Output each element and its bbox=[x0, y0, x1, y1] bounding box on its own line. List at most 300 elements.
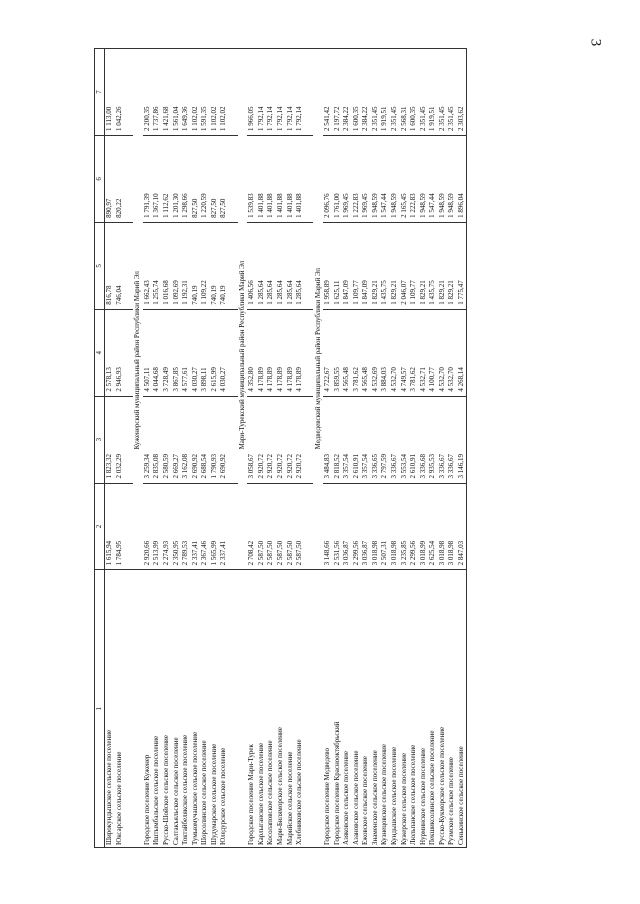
table-row bbox=[390, 49, 400, 848]
value-cell: 1 285,64 bbox=[266, 222, 276, 309]
value-cell: 3 336,67 bbox=[447, 396, 457, 483]
spacer-cell bbox=[124, 49, 133, 136]
table-row bbox=[323, 49, 333, 848]
value-cell: 2 708,42 bbox=[247, 483, 257, 570]
spacer-cell bbox=[229, 396, 238, 483]
value-cell: 2 568,31 bbox=[399, 49, 409, 136]
value-cell: 1 255,74 bbox=[152, 222, 162, 309]
settlement-name: Иштымбальское сельское поселение bbox=[152, 570, 162, 848]
spacer-cell bbox=[304, 570, 313, 848]
value-cell: 2 507,31 bbox=[380, 483, 390, 570]
section-title: Куженерский муниципальный район Республики Марий Эл bbox=[133, 49, 143, 570]
value-cell: 4 352,80 bbox=[247, 309, 257, 396]
spacer-cell bbox=[229, 222, 238, 309]
spacer-cell bbox=[124, 396, 133, 483]
value-cell: 1 829,21 bbox=[390, 222, 400, 309]
spacer-cell bbox=[304, 309, 313, 396]
settlement-name: Нурминское сельское поселение bbox=[418, 570, 428, 848]
value-cell: 2 165,45 bbox=[399, 135, 409, 222]
table-row bbox=[247, 49, 257, 848]
value-cell: 1 421,68 bbox=[162, 49, 172, 136]
value-cell: 4 532,70 bbox=[447, 309, 457, 396]
value-cell: 1 615,94 bbox=[105, 483, 115, 570]
value-cell: 4 577,61 bbox=[181, 309, 191, 396]
header-row bbox=[95, 49, 105, 848]
table-row bbox=[143, 49, 153, 848]
value-cell: 4 507,11 bbox=[143, 309, 153, 396]
section-spacer bbox=[313, 570, 323, 848]
settlement-name: Тумьюмучашское сельское поселение bbox=[190, 570, 200, 848]
value-cell: 3 036,87 bbox=[342, 483, 352, 570]
value-cell: 1 948,59 bbox=[438, 135, 448, 222]
value-cell: 4 044,68 bbox=[152, 309, 162, 396]
value-cell: 2 688,54 bbox=[200, 396, 210, 483]
value-cell: 1 401,88 bbox=[295, 135, 305, 222]
spacer-cell bbox=[229, 135, 238, 222]
value-cell: 4 178,89 bbox=[295, 309, 305, 396]
spacer-cell bbox=[124, 135, 133, 222]
value-cell: 3 867,85 bbox=[171, 309, 181, 396]
value-cell: 1 401,88 bbox=[257, 135, 267, 222]
settlement-name: Мари-Биляморское сельское поселение bbox=[276, 570, 286, 848]
value-cell: 1 649,36 bbox=[181, 49, 191, 136]
spacer-cell bbox=[304, 396, 313, 483]
table-row bbox=[438, 49, 448, 848]
value-cell: 2 946,93 bbox=[115, 309, 125, 396]
value-cell: 2 351,45 bbox=[371, 49, 381, 136]
settlement-name: Азановское сельское поселение bbox=[352, 570, 362, 848]
settlement-name: Знаменское сельское поселение bbox=[371, 570, 381, 848]
value-cell: 1 285,64 bbox=[257, 222, 267, 309]
value-cell: 3 058,67 bbox=[247, 396, 257, 483]
value-cell: 2 920,72 bbox=[257, 396, 267, 483]
settlement-name: Карлыганское сельское поселение bbox=[257, 570, 267, 848]
column-header: 3 bbox=[95, 396, 105, 483]
value-cell: 3 357,54 bbox=[342, 396, 352, 483]
value-cell: 3 884,03 bbox=[380, 309, 390, 396]
value-cell: 2 920,72 bbox=[276, 396, 286, 483]
value-cell: 2 384,22 bbox=[342, 49, 352, 136]
settlement-name: Шудумарское сельское поселение bbox=[209, 570, 219, 848]
value-cell: 1 662,43 bbox=[143, 222, 153, 309]
table-row bbox=[447, 49, 457, 848]
value-cell: 3 148,66 bbox=[323, 483, 333, 570]
value-cell: 740,19 bbox=[209, 222, 219, 309]
settlement-name: Юксарское сельское поселение bbox=[115, 570, 125, 848]
table-row bbox=[380, 49, 390, 848]
table-row bbox=[190, 49, 200, 848]
spacer-cell bbox=[124, 483, 133, 570]
settlement-name: Токтайбелякское сельское поселение bbox=[181, 570, 191, 848]
value-cell: 1 109,77 bbox=[352, 222, 362, 309]
table-row bbox=[171, 49, 181, 848]
spacer-row bbox=[124, 49, 133, 848]
value-cell: 3 018,98 bbox=[371, 483, 381, 570]
value-cell: 1 109,77 bbox=[409, 222, 419, 309]
value-cell: 2 351,45 bbox=[390, 49, 400, 136]
settlement-name: Кундышское сельское поселение bbox=[390, 570, 400, 848]
value-cell: 2 351,45 bbox=[438, 49, 448, 136]
value-cell: 2 367,46 bbox=[200, 483, 210, 570]
spacer-cell bbox=[229, 570, 238, 848]
value-cell: 3 898,11 bbox=[200, 309, 210, 396]
value-cell: 1 737,86 bbox=[152, 49, 162, 136]
value-cell: 3 259,34 bbox=[143, 396, 153, 483]
value-cell: 4 178,89 bbox=[266, 309, 276, 396]
value-cell: 2 197,72 bbox=[332, 49, 342, 136]
value-cell: 1 792,14 bbox=[276, 49, 286, 136]
value-cell: 2 032,29 bbox=[115, 396, 125, 483]
value-cell: 1 547,44 bbox=[380, 135, 390, 222]
table-row bbox=[295, 49, 305, 848]
column-header: 1 bbox=[95, 570, 105, 848]
value-cell: 2 580,59 bbox=[162, 396, 172, 483]
value-cell: 1 896,04 bbox=[457, 135, 467, 222]
value-cell: 1 042,26 bbox=[115, 49, 125, 136]
value-cell: 2 587,50 bbox=[257, 483, 267, 570]
value-cell: 2 299,56 bbox=[409, 483, 419, 570]
value-cell: 3 162,08 bbox=[181, 396, 191, 483]
value-cell: 1 109,22 bbox=[200, 222, 210, 309]
table-row bbox=[409, 49, 419, 848]
table-row bbox=[105, 49, 115, 848]
value-cell: 3 781,62 bbox=[352, 309, 362, 396]
column-header: 4 bbox=[95, 309, 105, 396]
spacer-cell bbox=[304, 222, 313, 309]
settlement-name: Хлебниковское сельское поселение bbox=[295, 570, 305, 848]
value-cell: 3 018,99 bbox=[418, 483, 428, 570]
value-cell: 1 539,83 bbox=[247, 135, 257, 222]
spacer-row bbox=[304, 49, 313, 848]
settlement-name: Сенькинское сельское поселение bbox=[457, 570, 467, 848]
value-cell: 1 829,21 bbox=[447, 222, 457, 309]
value-cell: 4 749,57 bbox=[399, 309, 409, 396]
table-row bbox=[162, 49, 172, 848]
value-cell: 3 146,19 bbox=[457, 396, 467, 483]
value-cell: 2 350,95 bbox=[171, 483, 181, 570]
value-cell: 1 547,44 bbox=[428, 135, 438, 222]
table-row bbox=[276, 49, 286, 848]
value-cell: 1 948,59 bbox=[390, 135, 400, 222]
table-row bbox=[219, 49, 229, 848]
value-cell: 3 484,83 bbox=[323, 396, 333, 483]
table-row bbox=[200, 49, 210, 848]
value-cell: 3 781,62 bbox=[409, 309, 419, 396]
settlement-name: Пекшиксолинское сельское поселение bbox=[428, 570, 438, 848]
value-cell: 1 966,05 bbox=[247, 49, 257, 136]
value-cell: 2 797,59 bbox=[380, 396, 390, 483]
table-row bbox=[342, 49, 352, 848]
table-row bbox=[371, 49, 381, 848]
value-cell: 2 531,56 bbox=[332, 483, 342, 570]
value-cell: 1 600,35 bbox=[409, 49, 419, 136]
rotated-table-container bbox=[94, 48, 609, 848]
value-cell: 2 541,42 bbox=[323, 49, 333, 136]
value-cell: 3 018,98 bbox=[447, 483, 457, 570]
value-cell: 1 192,31 bbox=[181, 222, 191, 309]
value-cell: 1 775,47 bbox=[457, 222, 467, 309]
section-title: Мари-Турекский муниципальный район Республики Марий Эл bbox=[238, 49, 248, 570]
value-cell: 4 030,27 bbox=[190, 309, 200, 396]
table-row bbox=[152, 49, 162, 848]
value-cell: 3 018,98 bbox=[438, 483, 448, 570]
value-cell: 746,04 bbox=[115, 222, 125, 309]
settlement-name: Русско-Кукморское сельское поселение bbox=[438, 570, 448, 848]
value-cell: 1 792,14 bbox=[285, 49, 295, 136]
value-cell: 1 222,83 bbox=[409, 135, 419, 222]
spacer-cell bbox=[229, 49, 238, 136]
value-cell: 1 792,14 bbox=[266, 49, 276, 136]
value-cell: 2 274,93 bbox=[162, 483, 172, 570]
value-cell: 4 178,89 bbox=[285, 309, 295, 396]
value-cell: 1 102,02 bbox=[209, 49, 219, 136]
value-cell: 827,50 bbox=[209, 135, 219, 222]
value-cell: 3 357,54 bbox=[361, 396, 371, 483]
value-cell: 2 587,50 bbox=[295, 483, 305, 570]
settlement-name: Городское поселение Медведево bbox=[323, 570, 333, 848]
settlement-name: Руэмское сельское поселение bbox=[447, 570, 457, 848]
value-cell: 1 791,39 bbox=[143, 135, 153, 222]
tariff-table bbox=[94, 48, 467, 848]
value-cell: 1 829,21 bbox=[438, 222, 448, 309]
value-cell: 2 669,27 bbox=[171, 396, 181, 483]
value-cell: 1 102,02 bbox=[219, 49, 229, 136]
settlement-name: Ежовское сельское поселение bbox=[361, 570, 371, 848]
value-cell: 3 336,65 bbox=[371, 396, 381, 483]
value-cell: 2 587,50 bbox=[276, 483, 286, 570]
spacer-cell bbox=[124, 222, 133, 309]
spacer-row bbox=[229, 49, 238, 848]
value-cell: 2 789,53 bbox=[181, 483, 191, 570]
section-row bbox=[238, 49, 248, 848]
settlement-name: Городское поселение Куженер bbox=[143, 570, 153, 848]
value-cell: 1 958,89 bbox=[323, 222, 333, 309]
table-row bbox=[257, 49, 267, 848]
value-cell: 2 096,76 bbox=[323, 135, 333, 222]
value-cell: 1 406,56 bbox=[247, 222, 257, 309]
value-cell: 1 201,30 bbox=[171, 135, 181, 222]
value-cell: 740,19 bbox=[190, 222, 200, 309]
value-cell: 1 367,10 bbox=[152, 135, 162, 222]
settlement-name: Косолаповское сельское поселение bbox=[266, 570, 276, 848]
value-cell: 1 969,45 bbox=[342, 135, 352, 222]
value-cell: 2 920,72 bbox=[266, 396, 276, 483]
value-cell: 3 336,68 bbox=[418, 396, 428, 483]
value-cell: 2 920,72 bbox=[295, 396, 305, 483]
settlement-name: Русско-Шойское сельское поселение bbox=[162, 570, 172, 848]
spacer-cell bbox=[124, 309, 133, 396]
value-cell: 1 969,45 bbox=[361, 135, 371, 222]
spacer-cell bbox=[304, 483, 313, 570]
value-cell: 1 847,09 bbox=[342, 222, 352, 309]
section-title: Медведевский муниципальный район Республики Марий Эл bbox=[313, 49, 323, 570]
value-cell: 2 351,45 bbox=[447, 49, 457, 136]
value-cell: 4 532,71 bbox=[418, 309, 428, 396]
column-header: 6 bbox=[95, 135, 105, 222]
value-cell: 4 268,14 bbox=[457, 309, 467, 396]
page-number: 3 bbox=[586, 38, 603, 47]
column-header: 2 bbox=[95, 483, 105, 570]
table-row bbox=[115, 49, 125, 848]
value-cell: 1 298,66 bbox=[181, 135, 191, 222]
value-cell: 2 200,35 bbox=[143, 49, 153, 136]
value-cell: 3 728,49 bbox=[162, 309, 172, 396]
value-cell: 4 722,67 bbox=[323, 309, 333, 396]
value-cell: 820,22 bbox=[115, 135, 125, 222]
value-cell: 3 018,98 bbox=[390, 483, 400, 570]
value-cell: 3 336,67 bbox=[390, 396, 400, 483]
value-cell: 2 690,92 bbox=[219, 396, 229, 483]
value-cell: 2 920,66 bbox=[143, 483, 153, 570]
value-cell: 4 565,48 bbox=[342, 309, 352, 396]
value-cell: 1 784,95 bbox=[115, 483, 125, 570]
settlement-name: Марийское сельское поселение bbox=[285, 570, 295, 848]
value-cell: 890,97 bbox=[105, 135, 115, 222]
value-cell: 2 587,50 bbox=[266, 483, 276, 570]
table-row bbox=[266, 49, 276, 848]
value-cell: 1 761,00 bbox=[332, 135, 342, 222]
value-cell: 1 823,32 bbox=[105, 396, 115, 483]
value-cell: 1 561,04 bbox=[171, 49, 181, 136]
settlement-name: Кужерское сельское поселение bbox=[399, 570, 409, 848]
spacer-cell bbox=[304, 135, 313, 222]
value-cell: 2 046,07 bbox=[399, 222, 409, 309]
value-cell: 1 591,35 bbox=[200, 49, 210, 136]
value-cell: 2 610,91 bbox=[352, 396, 362, 483]
table-body bbox=[105, 49, 467, 848]
value-cell: 1 092,69 bbox=[171, 222, 181, 309]
table-row bbox=[285, 49, 295, 848]
settlement-name: Городское поселение Мари-Турек bbox=[247, 570, 257, 848]
value-cell: 1 847,09 bbox=[361, 222, 371, 309]
value-cell: 4 532,69 bbox=[371, 309, 381, 396]
value-cell: 2 337,41 bbox=[219, 483, 229, 570]
value-cell: 3 235,85 bbox=[399, 483, 409, 570]
value-cell: 1 435,75 bbox=[380, 222, 390, 309]
value-cell: 4 532,70 bbox=[438, 309, 448, 396]
value-cell: 4 178,89 bbox=[257, 309, 267, 396]
value-cell: 1 285,64 bbox=[276, 222, 286, 309]
value-cell: 1 792,14 bbox=[295, 49, 305, 136]
value-cell: 3 553,54 bbox=[399, 396, 409, 483]
value-cell: 1 790,93 bbox=[209, 396, 219, 483]
settlement-name: Люльпанское сельское поселение bbox=[409, 570, 419, 848]
spacer-cell bbox=[229, 309, 238, 396]
value-cell: 1 948,59 bbox=[447, 135, 457, 222]
value-cell: 2 578,13 bbox=[105, 309, 115, 396]
value-cell: 1 113,00 bbox=[105, 49, 115, 136]
value-cell: 4 030,27 bbox=[219, 309, 229, 396]
value-cell: 4 532,70 bbox=[390, 309, 400, 396]
value-cell: 2 920,72 bbox=[285, 396, 295, 483]
value-cell: 3 336,67 bbox=[438, 396, 448, 483]
value-cell: 2 513,99 bbox=[152, 483, 162, 570]
spacer-cell bbox=[229, 483, 238, 570]
value-cell: 1 919,51 bbox=[380, 49, 390, 136]
value-cell: 816,78 bbox=[105, 222, 115, 309]
value-cell: 1 401,88 bbox=[276, 135, 286, 222]
value-cell: 1 919,51 bbox=[428, 49, 438, 136]
value-cell: 2 615,99 bbox=[209, 309, 219, 396]
value-cell: 3 859,55 bbox=[332, 309, 342, 396]
table-row bbox=[457, 49, 467, 848]
table-row bbox=[428, 49, 438, 848]
spacer-cell bbox=[124, 570, 133, 848]
value-cell: 827,50 bbox=[190, 135, 200, 222]
value-cell: 2 337,41 bbox=[190, 483, 200, 570]
value-cell: 1 401,88 bbox=[266, 135, 276, 222]
value-cell: 1 948,59 bbox=[371, 135, 381, 222]
value-cell: 1 016,68 bbox=[162, 222, 172, 309]
table-row bbox=[361, 49, 371, 848]
value-cell: 1 565,99 bbox=[209, 483, 219, 570]
settlement-name: Шорсолинское сельское поселение bbox=[200, 570, 210, 848]
spacer-cell bbox=[304, 49, 313, 136]
value-cell: 2 818,52 bbox=[332, 396, 342, 483]
value-cell: 1 600,35 bbox=[352, 49, 362, 136]
value-cell: 2 384,22 bbox=[361, 49, 371, 136]
value-cell: 827,50 bbox=[219, 135, 229, 222]
settlement-name: Кузнецовское сельское поселение bbox=[380, 570, 390, 848]
value-cell: 2 587,50 bbox=[285, 483, 295, 570]
section-spacer bbox=[133, 570, 143, 848]
value-cell: 1 401,88 bbox=[285, 135, 295, 222]
table-row bbox=[181, 49, 191, 848]
settlement-name: Салтакъяльское сельское поселение bbox=[171, 570, 181, 848]
value-cell: 2 625,54 bbox=[428, 483, 438, 570]
value-cell: 1 220,59 bbox=[200, 135, 210, 222]
section-row bbox=[313, 49, 323, 848]
value-cell: 1 625,11 bbox=[332, 222, 342, 309]
section-spacer bbox=[238, 570, 248, 848]
settlement-name: Широкундышское сельское поселение bbox=[105, 570, 115, 848]
value-cell: 1 435,75 bbox=[428, 222, 438, 309]
table-row bbox=[418, 49, 428, 848]
value-cell: 1 792,14 bbox=[257, 49, 267, 136]
value-cell: 2 690,92 bbox=[190, 396, 200, 483]
value-cell: 4 100,77 bbox=[428, 309, 438, 396]
value-cell: 2 935,53 bbox=[428, 396, 438, 483]
value-cell: 1 285,64 bbox=[295, 222, 305, 309]
table-row bbox=[332, 49, 342, 848]
value-cell: 1 102,02 bbox=[190, 49, 200, 136]
section-row bbox=[133, 49, 143, 848]
value-cell: 1 948,59 bbox=[418, 135, 428, 222]
table-row bbox=[209, 49, 219, 848]
value-cell: 2 299,56 bbox=[352, 483, 362, 570]
value-cell: 4 565,48 bbox=[361, 309, 371, 396]
settlement-name: Городское поселение Краснооктябрьский bbox=[332, 570, 342, 848]
value-cell: 2 351,45 bbox=[418, 49, 428, 136]
value-cell: 1 829,21 bbox=[418, 222, 428, 309]
value-cell: 2 835,08 bbox=[152, 396, 162, 483]
table-row bbox=[399, 49, 409, 848]
value-cell: 1 285,64 bbox=[285, 222, 295, 309]
value-cell: 2 610,91 bbox=[409, 396, 419, 483]
value-cell: 740,19 bbox=[219, 222, 229, 309]
value-cell: 2 303,62 bbox=[457, 49, 467, 136]
settlement-name: Азяковское сельское поселение bbox=[342, 570, 352, 848]
column-header: 5 bbox=[95, 222, 105, 309]
column-header: 7 bbox=[95, 49, 105, 136]
value-cell: 4 178,89 bbox=[276, 309, 286, 396]
value-cell: 1 112,62 bbox=[162, 135, 172, 222]
value-cell: 3 036,87 bbox=[361, 483, 371, 570]
value-cell: 1 222,83 bbox=[352, 135, 362, 222]
value-cell: 2 847,03 bbox=[457, 483, 467, 570]
value-cell: 1 829,21 bbox=[371, 222, 381, 309]
settlement-name: Юледурское сельское поселение bbox=[219, 570, 229, 848]
